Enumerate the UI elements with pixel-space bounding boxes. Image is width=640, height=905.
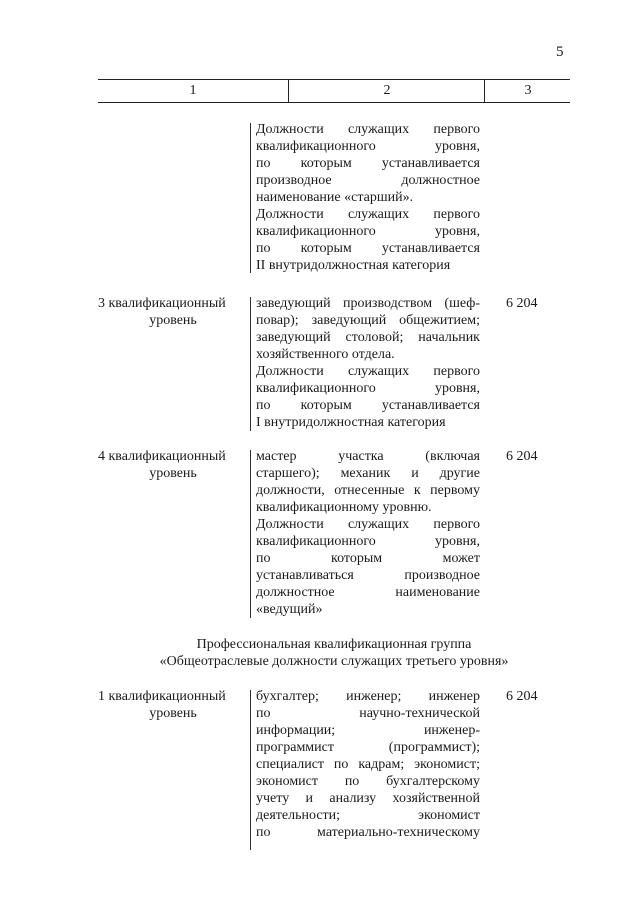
block2-line: мастер участка (включая — [256, 449, 480, 464]
block3-line: по научно-технической — [256, 706, 480, 721]
block1-line: I внутридолжностная категория — [256, 415, 446, 430]
block1-line: по которым устанавливается — [256, 398, 480, 413]
block1-level-line: уровень — [149, 313, 197, 328]
block0-line: по которым устанавливается — [256, 156, 480, 171]
block1-description — [256, 295, 480, 431]
block0-description — [256, 121, 480, 274]
block0-line: наименование «старший». — [256, 190, 414, 205]
table-header-row — [98, 79, 570, 103]
group-title-line-1: Профессиональная квалификационная группа — [196, 637, 472, 652]
column-divider — [250, 297, 251, 431]
header-col-2: 2 — [288, 80, 485, 102]
block1-line: Должности служащих первого — [256, 364, 480, 379]
block2-line: должностное наименование — [256, 585, 480, 600]
block1-line: заведующий столовой; начальник — [256, 330, 480, 345]
block0-line: квалификационного уровня, — [256, 224, 480, 239]
block0-line: II внутридолжностная категория — [256, 258, 451, 273]
block3-line: экономист по бухгалтерскому — [256, 774, 480, 789]
block1-line: повар); заведующий общежитием; — [256, 313, 480, 328]
column-divider — [250, 690, 251, 850]
header-col-1: 1 — [189, 83, 197, 98]
block3-line: бухгалтер; инженер; инженер — [256, 689, 480, 704]
block2-salary: 6 204 — [506, 449, 538, 464]
block0-line: Должности служащих первого — [256, 122, 480, 137]
block1-line: заведующий производством (шеф- — [256, 296, 480, 311]
block3-line: информации; инженер- — [256, 723, 480, 738]
block3-line: учету и анализу хозяйственной — [256, 791, 480, 806]
block1-level-line: 3 квалификационный — [98, 296, 226, 311]
block3-salary: 6 204 — [506, 689, 538, 704]
block3-line: деятельности; экономист — [256, 808, 480, 823]
block2-level — [98, 448, 248, 482]
block0-line: производное должностное — [256, 173, 480, 188]
block2-line: квалификационному уровню. — [256, 500, 432, 515]
block0-line: квалификационного уровня, — [256, 139, 480, 154]
block2-line: квалификационного уровня, — [256, 534, 480, 549]
header-col-3: 3 — [484, 80, 571, 102]
block1-line: хозяйственного отдела. — [256, 347, 395, 362]
block1-line: квалификационного уровня, — [256, 381, 480, 396]
block3-description — [256, 688, 480, 841]
block3-level-line: 1 квалификационный — [98, 689, 226, 704]
block3-level-line: уровень — [149, 706, 197, 721]
block2-line: Должности служащих первого — [256, 517, 480, 532]
column-divider — [250, 123, 251, 273]
block1-level — [98, 295, 248, 329]
block2-level-line: уровень — [149, 466, 197, 481]
block3-line: по материально-техническому — [256, 825, 480, 840]
block1-salary: 6 204 — [506, 296, 538, 311]
block2-level-line: 4 квалификационный — [98, 449, 226, 464]
block3-line: программист (программист); — [256, 740, 480, 755]
block2-line: по которым может — [256, 551, 480, 566]
group-title-line-2: «Общеотраслевые должности служащих третьего уровня» — [159, 654, 509, 669]
block2-line: старшего); механик и другие — [256, 466, 480, 481]
block2-line: устанавливаться производное — [256, 568, 480, 583]
block2-description — [256, 448, 480, 618]
block2-line: «ведущий» — [256, 602, 323, 617]
page-number: 5 — [556, 44, 564, 60]
block3-line: специалист по кадрам; экономист; — [256, 757, 480, 772]
block0-line: Должности служащих первого — [256, 207, 480, 222]
block3-level — [98, 688, 248, 722]
block2-line: должности, отнесенные к первому — [256, 483, 480, 498]
column-divider — [250, 450, 251, 618]
block0-line: по которым устанавливается — [256, 241, 480, 256]
